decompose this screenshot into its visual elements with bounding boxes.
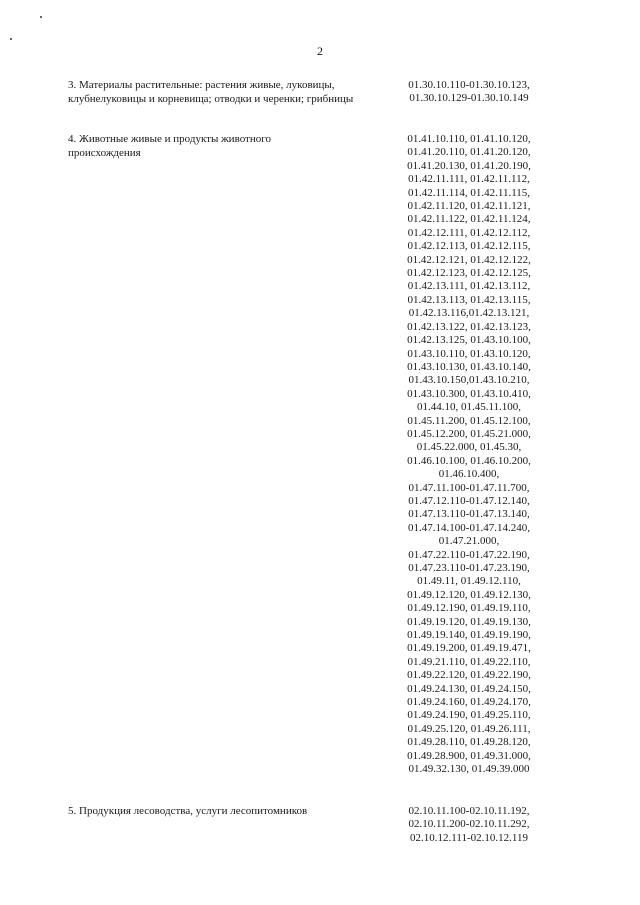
code-line: 01.42.13.122, 01.42.13.123,	[407, 320, 531, 333]
code-line: 01.49.19.200, 01.49.19.471,	[407, 642, 531, 655]
code-line: 01.47.11.100-01.47.11.700,	[408, 481, 530, 494]
code-line: 01.42.12.111, 01.42.12.112,	[407, 226, 531, 239]
section-3-codes	[398, 79, 540, 106]
section-4-title: 4. Животные живые и продукты животного происхождения	[68, 133, 271, 159]
code-line: 01.41.10.110, 01.41.10.120,	[407, 133, 531, 145]
code-line: 01.43.10.150,01.43.10.210,	[408, 374, 530, 387]
code-line: 01.42.12.113, 01.42.12.115,	[407, 240, 531, 253]
code-line: 01.49.28.110, 01.49.28.120,	[407, 736, 531, 749]
scan-speck	[40, 16, 42, 18]
code-line: 01.49.21.110, 01.49.22.110,	[407, 655, 531, 668]
code-line: 01.49.28.900, 01.49.31.000,	[407, 749, 531, 762]
code-line: 01.43.10.300, 01.43.10.410,	[407, 387, 531, 400]
code-line: 01.44.10, 01.45.11.100,	[416, 401, 522, 414]
code-line: 01.47.23.110-01.47.23.190,	[408, 562, 530, 574]
section-5-title: 5. Продукция лесоводства, услуги лесопитомников	[68, 805, 308, 817]
page-number: 2	[317, 44, 323, 58]
code-line: 01.46.10.100, 01.46.10.200,	[407, 454, 531, 467]
code-line: 02.10.12.111-02.10.12.119	[410, 831, 528, 844]
code-line: 01.45.22.000, 01.45.30,	[416, 441, 522, 454]
code-line: 01.30.10.110-01.30.10.123,	[408, 79, 530, 91]
code-line: 01.49.12.120, 01.49.12.130,	[407, 588, 531, 601]
code-line: 01.49.22.120, 01.49.22.190,	[407, 669, 531, 682]
code-line: 01.42.12.123, 01.42.12.125,	[407, 267, 531, 280]
section-3-title: 3. Материалы растительные: растения живые, луковицы, клубнелуковицы и корневища; отводки и черенки; грибницы	[68, 79, 354, 105]
code-line: 01.42.13.111, 01.42.13.112,	[407, 280, 531, 293]
code-line: 02.10.11.100-02.10.11.192,	[408, 805, 530, 817]
section-4-codes	[398, 133, 540, 777]
code-line: 01.43.10.130, 01.43.10.140,	[407, 360, 531, 373]
code-line: 01.41.20.130, 01.41.20.190,	[407, 159, 531, 172]
code-line: 01.42.12.121, 01.42.12.122,	[407, 253, 531, 266]
code-line: 01.42.13.113, 01.42.13.115,	[407, 293, 531, 306]
code-line: 01.43.10.110, 01.43.10.120,	[407, 347, 531, 360]
code-line: 01.41.20.110, 01.41.20.120,	[407, 146, 531, 159]
code-line: 01.42.13.116,01.42.13.121,	[408, 307, 530, 320]
code-line: 01.46.10.400,	[438, 468, 500, 481]
code-line: 01.49.24.190, 01.49.25.110,	[407, 709, 531, 722]
scan-speck	[10, 38, 12, 40]
code-line: 01.47.14.100-01.47.14.240,	[408, 521, 530, 534]
code-line: 01.45.12.200, 01.45.21.000,	[407, 427, 531, 440]
code-line: 01.49.24.160, 01.49.24.170,	[407, 696, 531, 709]
code-line: 01.49.19.120, 01.49.19.130,	[407, 615, 531, 628]
code-line: 01.45.11.200, 01.45.12.100,	[407, 414, 531, 427]
code-line: 01.49.24.130, 01.49.24.150,	[407, 682, 531, 695]
code-line: 01.47.13.110-01.47.13.140,	[408, 508, 530, 521]
code-line: 01.42.11.111, 01.42.11.112,	[408, 173, 530, 186]
code-line: 01.47.12.110-01.47.12.140,	[408, 494, 530, 507]
code-line: 01.49.32.130, 01.49.39.000	[408, 763, 530, 776]
code-line: 01.42.11.122, 01.42.11.124,	[407, 213, 531, 226]
code-line: 01.30.10.129-01.30.10.149	[409, 92, 529, 105]
code-line: 01.49.12.190, 01.49.19.110,	[407, 602, 531, 615]
code-line: 01.47.21.000,	[438, 535, 500, 548]
code-line: 01.49.11, 01.49.12.110,	[417, 575, 521, 588]
code-line: 01.42.11.114, 01.42.11.115,	[407, 186, 531, 199]
code-line: 01.49.25.120, 01.49.26.111,	[407, 722, 531, 735]
section-5-codes	[398, 805, 540, 845]
code-line: 01.42.13.125, 01.43.10.100,	[407, 334, 531, 347]
code-line: 02.10.11.200-02.10.11.292,	[408, 818, 530, 831]
code-line: 01.47.22.110-01.47.22.190,	[408, 548, 530, 561]
code-line: 01.49.19.140, 01.49.19.190,	[407, 629, 531, 642]
code-line: 01.42.11.120, 01.42.11.121,	[407, 200, 531, 213]
